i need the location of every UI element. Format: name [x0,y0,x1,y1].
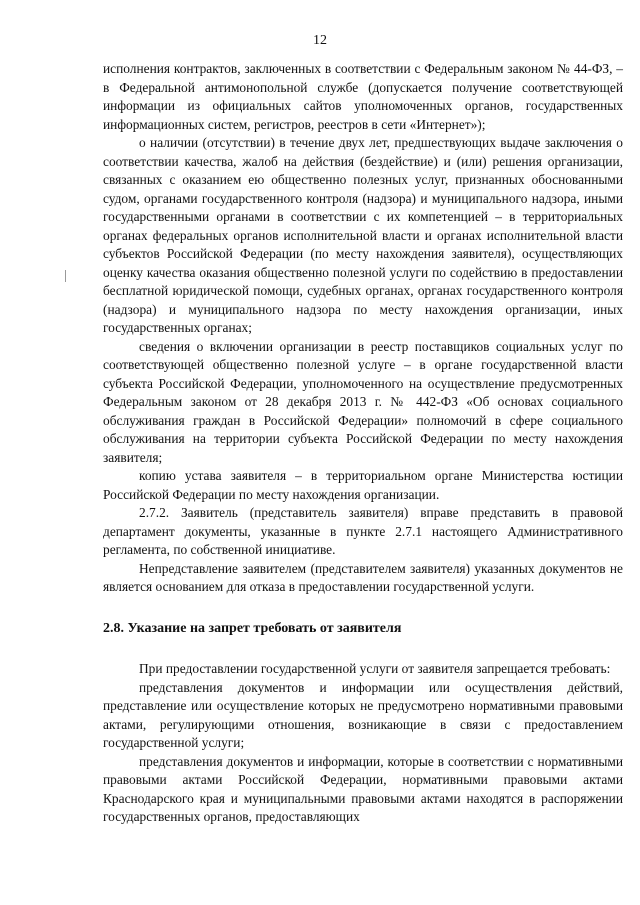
document-body [103,60,623,827]
paragraph-charter-copy: копию устава заявителя – в территориальном органе Министерства юстиции Российской Федерации по месту нахождения организации. [103,468,623,502]
paragraph-prohibition-1: представления документов и информации или осуществления действий, представление или осуществление которых не предусмотрено нормативными правовыми актами, регулирующими отношения, возникающие в связи с предоставлением государственной услуги; [103,679,623,750]
scan-edge-mark [65,270,66,282]
paragraph-2-7-2: 2.7.2. Заявитель (представитель заявителя) вправе представить в правовой департамент документы, указанные в пункте 2.7.1 настоящего Административного регламента, по собственной инициативе. [103,505,623,557]
section-heading: 2.8. Указание на запрет требовать от заявителя [103,620,402,636]
page-number: 12 [313,33,327,48]
paragraph-non-submission: Непредставление заявителем (представителем заявителя) указанных документов не является основанием для отказа в предоставлении государственной услуги. [103,560,623,594]
paragraph-continuation: исполнения контрактов, заключенных в соответствии с Федеральным законом № 44-ФЗ, – в Федеральной антимонопольной службе (допускается получение соответствующей информации из официальных сайтов уполномоченных органов, государственных информационных систем, регистров, реестров в сети «Интернет»); [103,61,623,132]
paragraph-registry-info: сведения о включении организации в реестр поставщиков социальных услуг по соответствующей общественно полезной услуге – в органе государственной власти субъекта Российской Федерации, уполномоченного на осуществление предусмотренных Федеральным законом от 28 декабря 2013 г. № 442-ФЗ «Об основах социального обслуживания граждан в Российской Федерации» полномочий в сфере социального обслуживания на территории субъекта Российской Федерации по месту нахождения заявителя; [103,338,623,465]
paragraph-prohibition-2: представления документов и информации, которые в соответствии с нормативными правовыми актами Российской Федерации, нормативными правовыми актами Краснодарского края и муниципальными правовыми актами находятся в распоряжении государственных органов, предоставляющих [103,753,623,824]
paragraph-prohibition-intro: При предоставлении государственной услуги от заявителя запрещается требовать: [139,661,611,676]
paragraph-complaints-info: о наличии (отсутствии) в течение двух лет, предшествующих выдаче заключения о соответствии качества, жалоб на действия (бездействие) и (или) решения организации, связанных с оказанием ею общественно полезных услуг, признанных обоснованными судом, органами государственного контроля (надзора) и муниципального надзора, иными государственными органами в соответствии с их компетенцией – в территориальных органах федеральных органов исполнительной власти и органах исполнительной власти субъектов Российской Федерации (по месту нахождения заявителя), осуществляющих оценку качества оказания общественно полезной услуги по содействию в предоставлении бесплатной юридической помощи, судебных органах, органах государственного контроля (надзора) и муниципального надзора по месту нахождения организации, иных государственных органах; [103,135,623,335]
